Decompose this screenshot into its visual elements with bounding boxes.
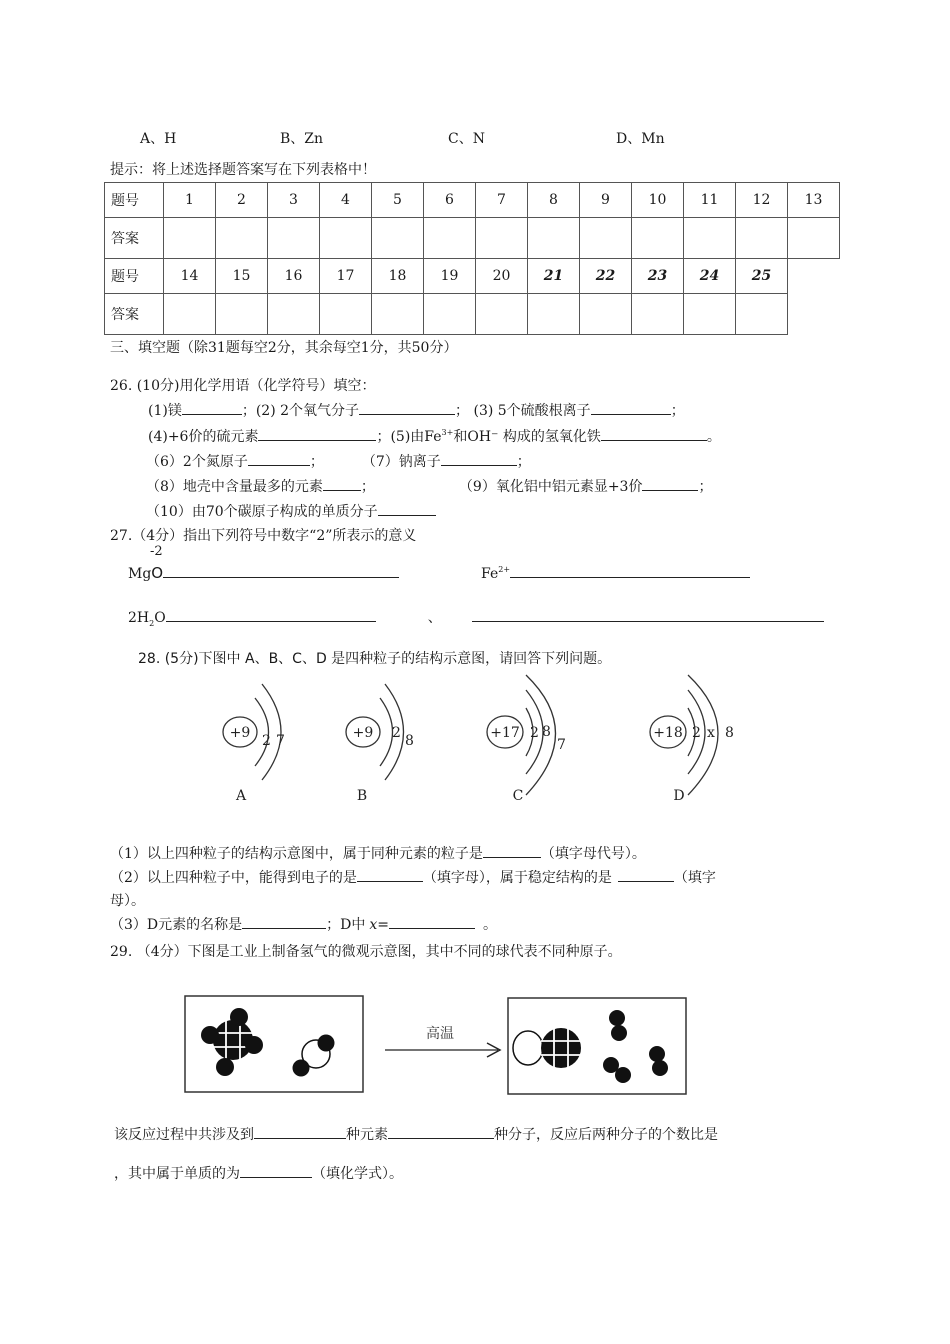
answer-blank[interactable] [359,400,455,415]
formula-o: O [154,610,166,626]
subscript: 2 [149,618,155,628]
q26-line-2 [148,426,721,446]
table-row-numbers-2 [105,259,840,294]
table-header-number: 题号 [105,259,164,294]
answer-cell[interactable] [528,294,580,335]
equals: = [377,917,390,933]
cell-number: 23 [632,259,684,294]
water-molecule [293,1035,335,1077]
label-a: A [235,788,247,804]
formula-o: O [151,564,164,582]
answer-cell[interactable] [424,218,476,259]
answer-blank[interactable] [248,451,310,466]
answer-cell[interactable] [684,218,736,259]
answer-blank[interactable] [258,426,376,441]
nucleus-c: +17 [490,725,520,741]
answer-blank[interactable] [441,451,517,466]
superscript: 3+ [441,428,454,437]
answer-cell[interactable] [632,218,684,259]
q26-item-4: (4)+6价的硫元素 [148,429,259,445]
cell-number: 20 [476,259,528,294]
answer-blank[interactable] [357,867,423,882]
label-b: B [356,788,368,804]
cell-number: 25 [736,259,788,294]
table-header-answer: 答案 [105,294,164,335]
answer-cell[interactable] [788,218,840,259]
q28-sub3-text: （3）D元素的名称是 [110,917,243,933]
answer-blank[interactable] [182,400,242,415]
answer-cell[interactable] [216,218,268,259]
reaction-micro-diagram [180,990,700,1100]
svg-text:7: 7 [276,733,285,749]
q26-item-2: ；(2) 2个氧气分子 [241,403,360,419]
answer-blank[interactable] [389,914,475,929]
cell-number: 21 [528,259,580,294]
q29-line-1 [114,1124,718,1144]
cell-number: 11 [684,183,736,218]
separator: 、 [427,610,442,626]
answer-cell[interactable] [268,294,320,335]
svg-text:7: 7 [557,737,566,753]
punct: 。 [483,917,498,933]
answer-cell[interactable] [476,294,528,335]
svg-text:2: 2 [692,725,701,741]
q26-title: 26. (10分)用化学用语（化学符号）填空： [110,378,376,394]
cell-number: 1 [164,183,216,218]
q29-line-2 [114,1163,403,1183]
option-d: D、Mn [616,131,665,147]
q27-h2o-row [128,607,824,628]
q29-text-4: ，其中属于单质的为 [114,1166,240,1182]
svg-text:x: x [707,725,715,741]
cell-number: 15 [216,259,268,294]
answer-cell[interactable] [580,294,632,335]
q29-text-5: （填化学式）。 [312,1166,403,1182]
table-header-answer: 答案 [105,218,164,259]
methane-molecule [201,1008,263,1076]
svg-text:8: 8 [542,724,551,740]
cell-number: 24 [684,259,736,294]
answer-blank[interactable] [242,914,326,929]
nucleus-b: +9 [352,725,374,741]
punct: ； [698,479,713,495]
answer-cell[interactable] [528,218,580,259]
option-b: B、Zn [280,131,324,147]
table-header-number: 题号 [105,183,164,218]
variable-x: x [369,917,378,933]
cell-number: 14 [164,259,216,294]
hint-text: 提示：将上述选择题答案写在下列表格中！ [110,162,376,178]
answer-cell[interactable] [736,218,788,259]
q29-title: 29. （4分）下图是工业上制备氢气的微观示意图，其中不同的球代表不同种原子。 [110,944,622,960]
svg-text:2: 2 [392,725,401,741]
option-a: A、H [140,131,177,147]
q27-fe-row [481,563,750,582]
superscript: 2+ [498,565,511,574]
answer-cell[interactable] [736,294,788,335]
answer-cell[interactable] [164,294,216,335]
option-c: C、N [448,131,485,147]
q28-sub2-text: （2）以上四种粒子中，能得到电子的是 [110,870,357,886]
answer-blank[interactable] [166,607,376,622]
table-row-numbers-1 [105,183,840,218]
section-3-title: 三、填空题（除31题每空2分，其余每空1分，共50分） [110,340,458,356]
q29-text-1: 该反应过程中共涉及到 [114,1127,254,1143]
cell-number: 12 [736,183,788,218]
cell-number: 7 [476,183,528,218]
q28-sub-2-cont: 母）。 [110,893,145,909]
reactants-box [185,996,363,1092]
answer-blank[interactable] [472,607,824,622]
answer-blank[interactable] [163,563,399,578]
q29-text-3: 种分子，反应后两种分子的个数比是 [494,1127,718,1143]
answer-cell[interactable] [164,218,216,259]
co-molecule [513,1028,581,1068]
answer-cell[interactable] [268,218,320,259]
mgo-valence: -2 [150,544,163,559]
answer-table [104,182,840,335]
punct: ； [670,403,685,419]
q26-item-3: ； (3) 5个硫酸根离子 [455,403,591,419]
svg-text:2: 2 [530,725,539,741]
q26-line-4 [146,476,712,496]
q26-item-7: （7）钠离子 [361,454,441,470]
q28-sub2-mid: （填字母），属于稳定结构的是 [422,870,612,886]
q28-sub-2 [110,867,716,887]
cell-number: 19 [424,259,476,294]
formula-h: 2H [128,610,150,626]
punct: ； [309,454,324,470]
cell-number: 18 [372,259,424,294]
q28-sub2-suffix: （填字 [673,870,716,886]
svg-text:2: 2 [262,733,271,749]
answer-blank[interactable] [240,1163,312,1178]
cell-number: 13 [788,183,840,218]
q28-sub-1 [110,843,646,863]
q26-line-1 [148,400,685,420]
formula-mg: Mg [128,566,152,582]
answer-blank[interactable] [254,1124,346,1139]
reaction-condition: 高温 [426,1026,454,1042]
svg-text:8: 8 [725,725,734,741]
table-row-answers-2 [105,294,840,335]
cell-number: 2 [216,183,268,218]
cell-number: 10 [632,183,684,218]
q27-mgo-row [128,563,399,582]
answer-blank[interactable] [378,501,436,516]
cell-number: 5 [372,183,424,218]
q26-item-8: （8）地壳中含量最多的元素 [146,479,323,495]
punct: ； [360,479,375,495]
cell-number: 22 [580,259,632,294]
answer-cell[interactable] [424,294,476,335]
q26-line-3 [146,451,531,471]
answer-blank[interactable] [591,400,671,415]
q26-item-5: ；(5)由Fe [376,429,442,445]
cell-number: 16 [268,259,320,294]
q29-text-2: 种元素 [346,1127,388,1143]
answer-cell[interactable] [580,218,632,259]
q28-sub3-mid: ；D中 [326,917,366,933]
cell-number: 17 [320,259,372,294]
cell-number: 9 [580,183,632,218]
label-c: C [512,788,524,804]
q27-title: 27.（4分）指出下列符号中数字“2”所表示的意义 [110,528,417,544]
answer-cell[interactable] [320,218,372,259]
empty-cell [788,294,840,335]
answer-cell[interactable] [684,294,736,335]
nucleus-d: +18 [653,725,683,741]
q26-item-5-cont: 和OH⁻ 构成的氢氧化铁 [453,429,601,445]
nucleus-a: +9 [229,725,251,741]
label-d: D [673,788,685,804]
answer-blank[interactable] [483,843,541,858]
answer-cell[interactable] [320,294,372,335]
answer-blank[interactable] [510,563,750,578]
q26-item-9: （9）氧化铝中铝元素显+3价 [458,479,643,495]
formula-fe: Fe [481,566,499,582]
answer-blank[interactable] [642,476,698,491]
q26-item-10: （10）由70个碳原子构成的单质分子 [146,504,378,520]
q28-sub1-text: （1）以上四种粒子的结构示意图中，属于同种元素的粒子是 [110,846,483,862]
table-row-answers-1 [105,218,840,259]
q28-title: 28. (5分)下图中 A、B、C、D 是四种粒子的结构示意图，请回答下列问题。 [138,651,612,667]
answer-cell[interactable] [372,218,424,259]
punct: 。 [706,429,721,445]
answer-cell[interactable] [476,218,528,259]
atom-structure-diagrams [200,670,820,820]
answer-cell[interactable] [632,294,684,335]
answer-blank[interactable] [618,867,674,882]
answer-blank[interactable] [323,476,361,491]
cell-number: 6 [424,183,476,218]
q28-sub1-suffix: （填字母代号）。 [540,846,646,862]
svg-text:8: 8 [405,733,414,749]
q26-line-5 [146,501,436,521]
cell-number: 4 [320,183,372,218]
cell-number: 8 [528,183,580,218]
punct: ； [516,454,531,470]
cell-number: 3 [268,183,320,218]
hydrogen-molecules [603,1010,668,1083]
empty-cell [788,259,840,294]
q26-item-6: （6）2个氮原子 [146,454,248,470]
q26-item-1: (1)镁 [148,403,182,419]
q28-sub-3 [110,914,497,934]
answer-cell[interactable] [372,294,424,335]
answer-blank[interactable] [601,426,707,441]
answer-blank[interactable] [388,1124,494,1139]
answer-cell[interactable] [216,294,268,335]
